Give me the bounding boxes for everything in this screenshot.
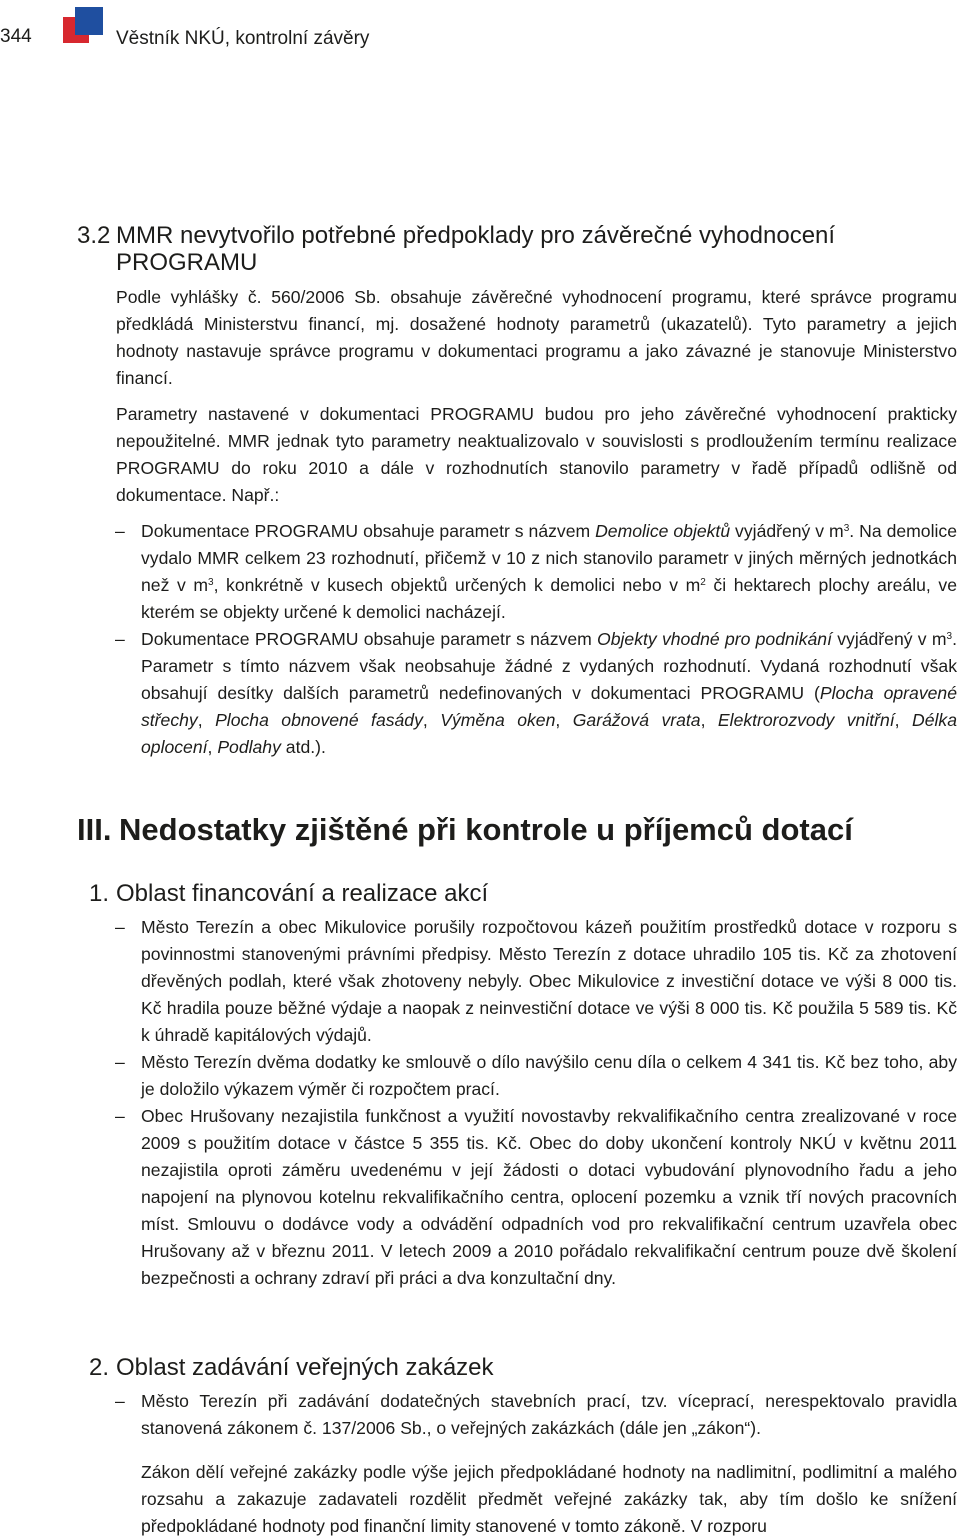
section-number: 1. [89,880,110,907]
section-title-line1: MMR nevytvořilo potřebné předpoklady pro závěrečné vyhodnocení [116,222,836,249]
paragraph: Parametry nastavené v dokumentaci PROGRAMU budou pro jeho závěrečné vyhodnocení prakticky nepoužitelné. MMR jednak tyto parametry neaktualizovalo v souvislosti s prodloužením termínu realizace PROGRAMU do roku 2010 a dále v rozhodnutích stanovilo parametry v řadě případů odlišně od dokumentace. Např.: [116,404,957,505]
section-1-heading [89,880,488,907]
page-header [0,0,960,80]
dash-bullet: – [115,629,125,649]
chapter-title: Nedostatky zjištěné při kontrole u příjemců dotací [119,812,853,847]
page-number: 344 [0,26,32,47]
dash-bullet: – [115,1391,125,1411]
section-2-heading [89,1354,494,1381]
section-number: 3.2 [77,222,111,249]
dash-bullet: – [115,521,125,541]
section-title-line2: PROGRAMU [116,249,258,276]
section-title: Oblast financování a realizace akcí [116,880,489,907]
dash-bullet: – [115,917,125,937]
section-number: 2. [89,1354,110,1381]
list-item: – Dokumentace PROGRAMU obsahuje parametr s názvem Objekty vhodné pro podnikání vyjádřený v $m^3$. Parametr s tímto názvem však neobsahuje žádné z vydaných rozhodnutí. Vydaná rozhodnutí však obsahují desítky dalších parametrů nedefinovaných v dokumentaci PROGRAMU (Plocha opravené střechy, Plocha obnovené fasády, Výměna oken, Garážová vrata, Elektrorozvody vnitřní, Délka oplocení, Podlahy atd.). [141,626,957,761]
list-item: – Město Terezín a obec Mikulovice porušily rozpočtovou kázeň použitím prostředků dotace v rozporu s povinnostmi stanovenými právními předpisy. Město Terezín z dotace uhradilo 105 tis. Kč za zhotovení dřevěných podlah, které však zhotoveny nebyly. Obec Mikulovice z investiční dotace ve výši 8 000 tis. Kč hradila pouze běžné výdaje a naopak z neinvestiční dotace ve výši 8 000 tis. Kč použila 5 589 tis. Kč k úhradě kapitálových výdajů. [141,914,957,1049]
chapter-number: III. [77,812,112,847]
dash-bullet: – [115,1052,125,1072]
list-item: – Obec Hrušovany nezajistila funkčnost a využití novostavby rekvalifikačního centra zrealizované v roce 2009 s použitím dotace v částce 5 355 tis. Kč. Obec do doby ukončení kontroly NKÚ v květnu 2011 nezajistila oproti záměru uvedenému v její žádosti o dotaci vybudování plynovodního řadu a jeho napojení na plynovou kotelnu rekvalifikačního centra, oplocení pozemku a vznik tří nových pracovních míst. Smlouvu o dodávce vody a odvádění odpadních vod pro rekvalifikační centrum uzavřela obec Hrušovany až v březnu 2011. V letech 2009 a 2010 pořádalo rekvalifikační centrum pouze dvě školení bezpečnosti a ochrany zdraví při práci a dva konzultační dny. [141,1103,957,1292]
section-title: Oblast zadávání veřejných zakázek [116,1354,494,1381]
list-item: – Dokumentace PROGRAMU obsahuje parametr s názvem Demolice objektů vyjádřený v $m^3$. Na demolice vydalo MMR celkem 23 rozhodnutí, přičemž v 10 z nich stanovilo parametr v jiných měrných jednotkách než v $m^3$, konkrétně v kusech objektů určených k demolici nebo v $m^2$ či hektarech plochy areálu, ve kterém se objekty určené k demolici nacházejí. [141,518,957,626]
paragraph: Zákon dělí veřejné zakázky podle výše jejich předpokládané hodnoty na nadlimitní, podlimitní a malého rozsahu a zakazuje zadavateli rozdělit předmět veřejné zakázky tak, aby tím došlo ke snížení předpokládané hodnoty pod finanční limity stanovené v tomto zákoně. V rozporu [141,1462,957,1536]
logo-blue-square [75,7,103,35]
list-item: – Město Terezín při zadávání dodatečných stavebních prací, tzv. víceprací, nerespektovalo pravidla stanovená zákonem č. 137/2006 Sb., o veřejných zakázkách (dále jen „zákon“). [141,1388,957,1442]
chapter-heading [77,812,853,848]
list-item: – Město Terezín dvěma dodatky ke smlouvě o dílo navýšilo cenu díla o celkem 4 341 tis. Kč bez toho, aby je doložilo výkazem výměr či rozpočtem prací. [141,1049,957,1103]
nku-logo [63,7,103,47]
journal-title: Věstník NKÚ, kontrolní závěry [116,28,370,49]
section-3-2-heading [77,222,835,276]
paragraph: Podle vyhlášky č. 560/2006 Sb. obsahuje závěrečné vyhodnocení programu, které správce programu předkládá Ministerstvu financí, mj. dosažené hodnoty parametrů (ukazatelů). Tyto parametry a jejich hodnoty nastavuje správce programu v dokumentaci programu a jako závazné je stanovuje Ministerstvo financí. [116,287,957,388]
dash-bullet: – [115,1106,125,1126]
